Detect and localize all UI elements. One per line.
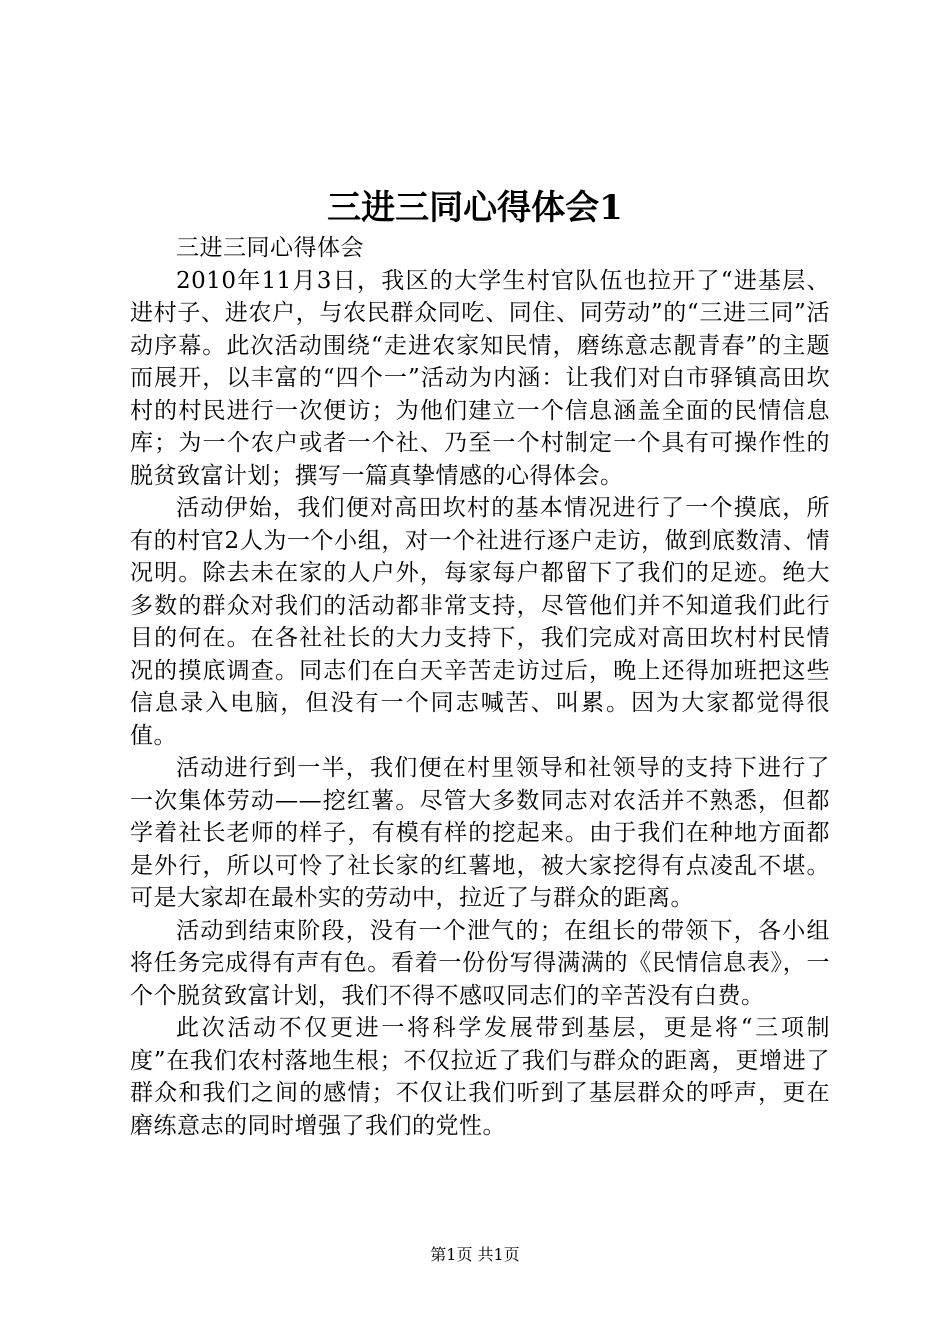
- paragraph-4: 活动到结束阶段，没有一个泄气的；在组长的带领下，各小组将任务完成得有声有色。看着一份份写得满满的《民情信息表》，一个个脱贫致富计划，我们不得不感叹同志们的辛苦没有白费。: [130, 917, 830, 1009]
- document-subtitle: 三进三同心得体会: [176, 235, 364, 261]
- paragraph-3: 活动进行到一半，我们便在村里领导和社领导的支持下进行了一次集体劳动——挖红薯。尽管大多数同志对农活并不熟悉，但都学着社长老师的样子，有模有样的挖起来。由于我们在种地方面都是外行，所以可怜了社长家的红薯地，被大家挖得有点凌乱不堪。可是大家却在最朴实的劳动中，拉近了与群众的距离。: [130, 755, 830, 911]
- document-body: [130, 232, 830, 1142]
- paragraph-5: 此次活动不仅更进一将科学发展带到基层，更是将“三项制度”在我们农村落地生根；不仅拉近了我们与群众的距离，更增进了群众和我们之间的感情；不仅让我们听到了基层群众的呼声，更在磨练意志的同时增强了我们的党性。: [130, 1015, 830, 1139]
- page-footer: 第1页 共1页: [430, 1245, 520, 1264]
- paragraph-1: 2010年11月3日，我区的大学生村官队伍也拉开了“进基层、进村子、进农户，与农民群众同吃、同住、同劳动”的“三进三同”活动序幕。此次活动围绕“走进农家知民情，磨练意志靓青春”的主题而展开，以丰富的“四个一”活动为内涵：让我们对白市驿镇高田坎村的村民进行一次便访；为他们建立一个信息涵盖全面的民情信息库；为一个农户或者一个社、乃至一个村制定一个具有可操作性的脱贫致富计划；撰写一篇真挚情感的心得体会。: [130, 267, 830, 489]
- page-title: 三进三同心得体会1: [327, 188, 623, 228]
- paragraph-2: 活动伊始，我们便对高田坎村的基本情况进行了一个摸底，所有的村官2人为一个小组，对一个社进行逐户走访，做到底数清、情况明。除去未在家的人户外，每家每户都留下了我们的足迹。绝大多数的群众对我们的活动都非常支持，尽管他们并不知道我们此行目的何在。在各社社长的大力支持下，我们完成对高田坎村村民情况的摸底调查。同志们在白天辛苦走访过后，晚上还得加班把这些信息录入电脑，但没有一个同志喊苦、叫累。因为大家都觉得很值。: [130, 495, 830, 749]
